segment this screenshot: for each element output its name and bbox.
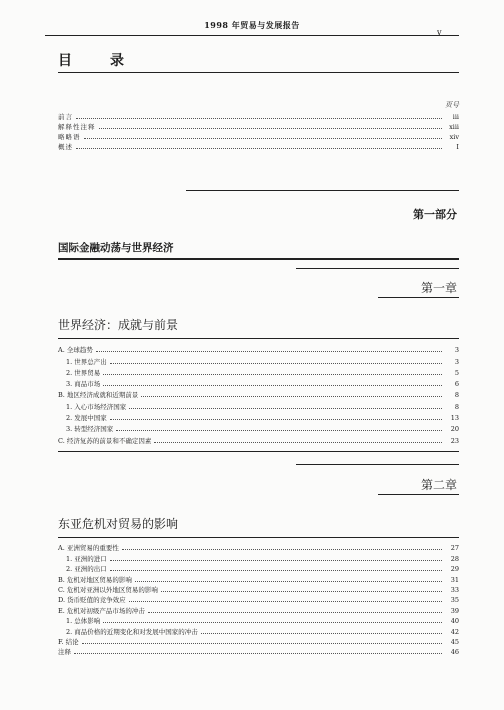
toc-entry	[58, 563, 459, 573]
toc-entry-page: 29	[450, 565, 459, 574]
toc-leader-dots	[76, 117, 442, 119]
toc-entry	[58, 636, 459, 646]
toc-leader-dots	[103, 621, 442, 623]
toc-entry	[58, 141, 459, 151]
toc-leader-dots	[122, 548, 442, 550]
chapter1-label-rule	[378, 297, 459, 298]
toc-entry-label: 略略语	[58, 133, 81, 141]
toc-entry-page: xiv	[449, 133, 459, 141]
toc-entry-page: 5	[454, 368, 459, 377]
toc-leader-dots	[99, 127, 443, 129]
toc-leader-dots	[84, 137, 443, 139]
toc-entry-page: 23	[450, 436, 459, 445]
chapter1-title-rule	[58, 338, 459, 339]
chapter2-label-rule	[378, 494, 459, 495]
toc-entry	[58, 388, 459, 399]
toc-entry	[58, 573, 459, 583]
toc-leader-dots	[141, 395, 442, 397]
toc-leader-dots	[103, 373, 442, 375]
toc-leader-dots	[110, 559, 442, 561]
toc-leader-dots	[148, 611, 442, 613]
toc-entry-page: 6	[454, 380, 459, 389]
part-label: 第一部分	[413, 208, 457, 221]
part-rule	[186, 190, 459, 191]
toc-entry-label: 前言	[58, 113, 73, 121]
header-page-mark: v	[437, 28, 442, 37]
toc-entry-label: 1. 总体影响	[66, 617, 101, 626]
toc-entry-page: 40	[450, 617, 459, 626]
toc-entry-label: A. 亚洲贸易的重要性	[58, 544, 119, 553]
toc-entry-page: 31	[450, 575, 459, 584]
toc-leader-dots	[110, 569, 442, 571]
toc-leader-dots	[154, 441, 442, 443]
chapter2-title-rule	[58, 537, 459, 538]
toc-entry-label: 2. 发展中国家	[66, 414, 107, 423]
toc-entry-page: 8	[454, 391, 459, 400]
toc-leader-dots	[161, 590, 442, 592]
page-column-label: 页号	[445, 101, 459, 109]
toc-entry	[58, 131, 459, 141]
chapter1-top-rule	[296, 268, 459, 269]
chapter1-bottom-rule	[58, 451, 459, 452]
toc-leader-dots	[135, 580, 442, 582]
toc-entry	[58, 366, 459, 377]
chapter2-title: 东亚危机对贸易的影响	[58, 517, 179, 531]
toc-entry-page: 20	[450, 425, 459, 434]
toc-leader-dots	[129, 407, 442, 409]
toc-heading-rule	[58, 72, 459, 73]
toc-leader-dots	[116, 429, 442, 431]
toc-entry-page: 46	[450, 648, 459, 657]
toc-entry	[58, 542, 459, 552]
toc-leader-dots	[76, 147, 442, 149]
toc-entry	[58, 625, 459, 635]
front-matter-list	[58, 111, 459, 151]
toc-entry	[58, 121, 459, 131]
toc-heading: 目 录	[58, 53, 136, 69]
toc-entry-page: 39	[450, 606, 459, 615]
toc-entry-page: 42	[450, 627, 459, 636]
chapter1-title: 世界经济：成就与前景	[58, 318, 179, 332]
toc-entry	[58, 377, 459, 388]
toc-leader-dots	[201, 632, 442, 634]
toc-entry-label: B. 危机对地区贸易的影响	[58, 575, 132, 584]
toc-entry-label: 1. 世界总产出	[66, 357, 107, 366]
toc-entry	[58, 111, 459, 121]
toc-entry	[58, 604, 459, 614]
toc-entry-page: iii	[452, 113, 459, 121]
toc-entry-page: 3	[454, 357, 459, 366]
part-title-rule	[58, 258, 459, 260]
toc-entry-label: 解释性注释	[58, 123, 96, 131]
toc-entry-page: xiii	[449, 123, 459, 131]
part-title: 国际金融动荡与世界经济	[58, 242, 174, 254]
chapter2-label: 第二章	[420, 478, 457, 492]
toc-entry-label: F. 结论	[58, 637, 79, 646]
toc-entry-label: 概述	[58, 143, 73, 151]
toc-entry-label: 2. 世界贸易	[66, 368, 101, 377]
chapter2-entries	[58, 542, 459, 656]
toc-entry	[58, 552, 459, 562]
toc-leader-dots	[103, 384, 442, 386]
chapter1-label: 第一章	[420, 281, 457, 295]
toc-entry-page: 3	[454, 346, 459, 355]
toc-entry-label: 1. 亚洲的进口	[66, 554, 107, 563]
toc-entry-page: 28	[450, 554, 459, 563]
toc-leader-dots	[129, 600, 442, 602]
toc-entry-label: 2. 亚洲的出口	[66, 565, 107, 574]
toc-entry-label: A. 全球趋势	[58, 346, 93, 355]
toc-entry	[58, 594, 459, 604]
toc-entry	[58, 422, 459, 433]
toc-entry-label: C. 经济复苏的前景和不确定因素	[58, 436, 152, 445]
toc-leader-dots	[110, 418, 442, 420]
toc-entry-page: 27	[450, 544, 459, 553]
toc-entry	[58, 399, 459, 410]
toc-entry-label: 注释	[58, 648, 71, 657]
toc-entry	[58, 615, 459, 625]
chapter2-top-rule	[296, 464, 459, 465]
toc-entry-page: 45	[450, 637, 459, 646]
toc-entry-label: 3. 商品市场	[66, 380, 101, 389]
chapter1-entries	[58, 343, 459, 445]
toc-entry-label: B. 地区经济成就和近期前景	[58, 391, 139, 400]
toc-entry	[58, 433, 459, 444]
toc-entry-page: 8	[454, 402, 459, 411]
toc-entry-page: 13	[450, 414, 459, 423]
running-header: 1998 年贸易与发展报告	[204, 20, 300, 30]
toc-leader-dots	[96, 350, 442, 352]
toc-entry-label: 1. 入心市场经济国家	[66, 402, 127, 411]
toc-entry	[58, 354, 459, 365]
header-rule	[45, 35, 459, 36]
toc-leader-dots	[74, 652, 442, 654]
toc-entry	[58, 411, 459, 422]
toc-entry	[58, 584, 459, 594]
toc-entry-label: E. 危机对初级产品市场的冲击	[58, 606, 145, 615]
toc-entry	[58, 646, 459, 656]
toc-leader-dots	[82, 642, 442, 644]
toc-entry-label: 2. 商品价格的近期变化和对发展中国家的冲击	[66, 627, 198, 636]
toc-entry-page: 35	[450, 596, 459, 605]
toc-entry-label: C. 危机对亚洲以外地区贸易的影响	[58, 585, 158, 594]
toc-entry-label: D. 货币贬值的竞争效应	[58, 596, 126, 605]
toc-leader-dots	[110, 362, 442, 364]
toc-entry	[58, 343, 459, 354]
toc-entry-page: I	[456, 143, 459, 151]
toc-entry-label: 3. 转型经济国家	[66, 425, 114, 434]
toc-entry-page: 33	[450, 585, 459, 594]
